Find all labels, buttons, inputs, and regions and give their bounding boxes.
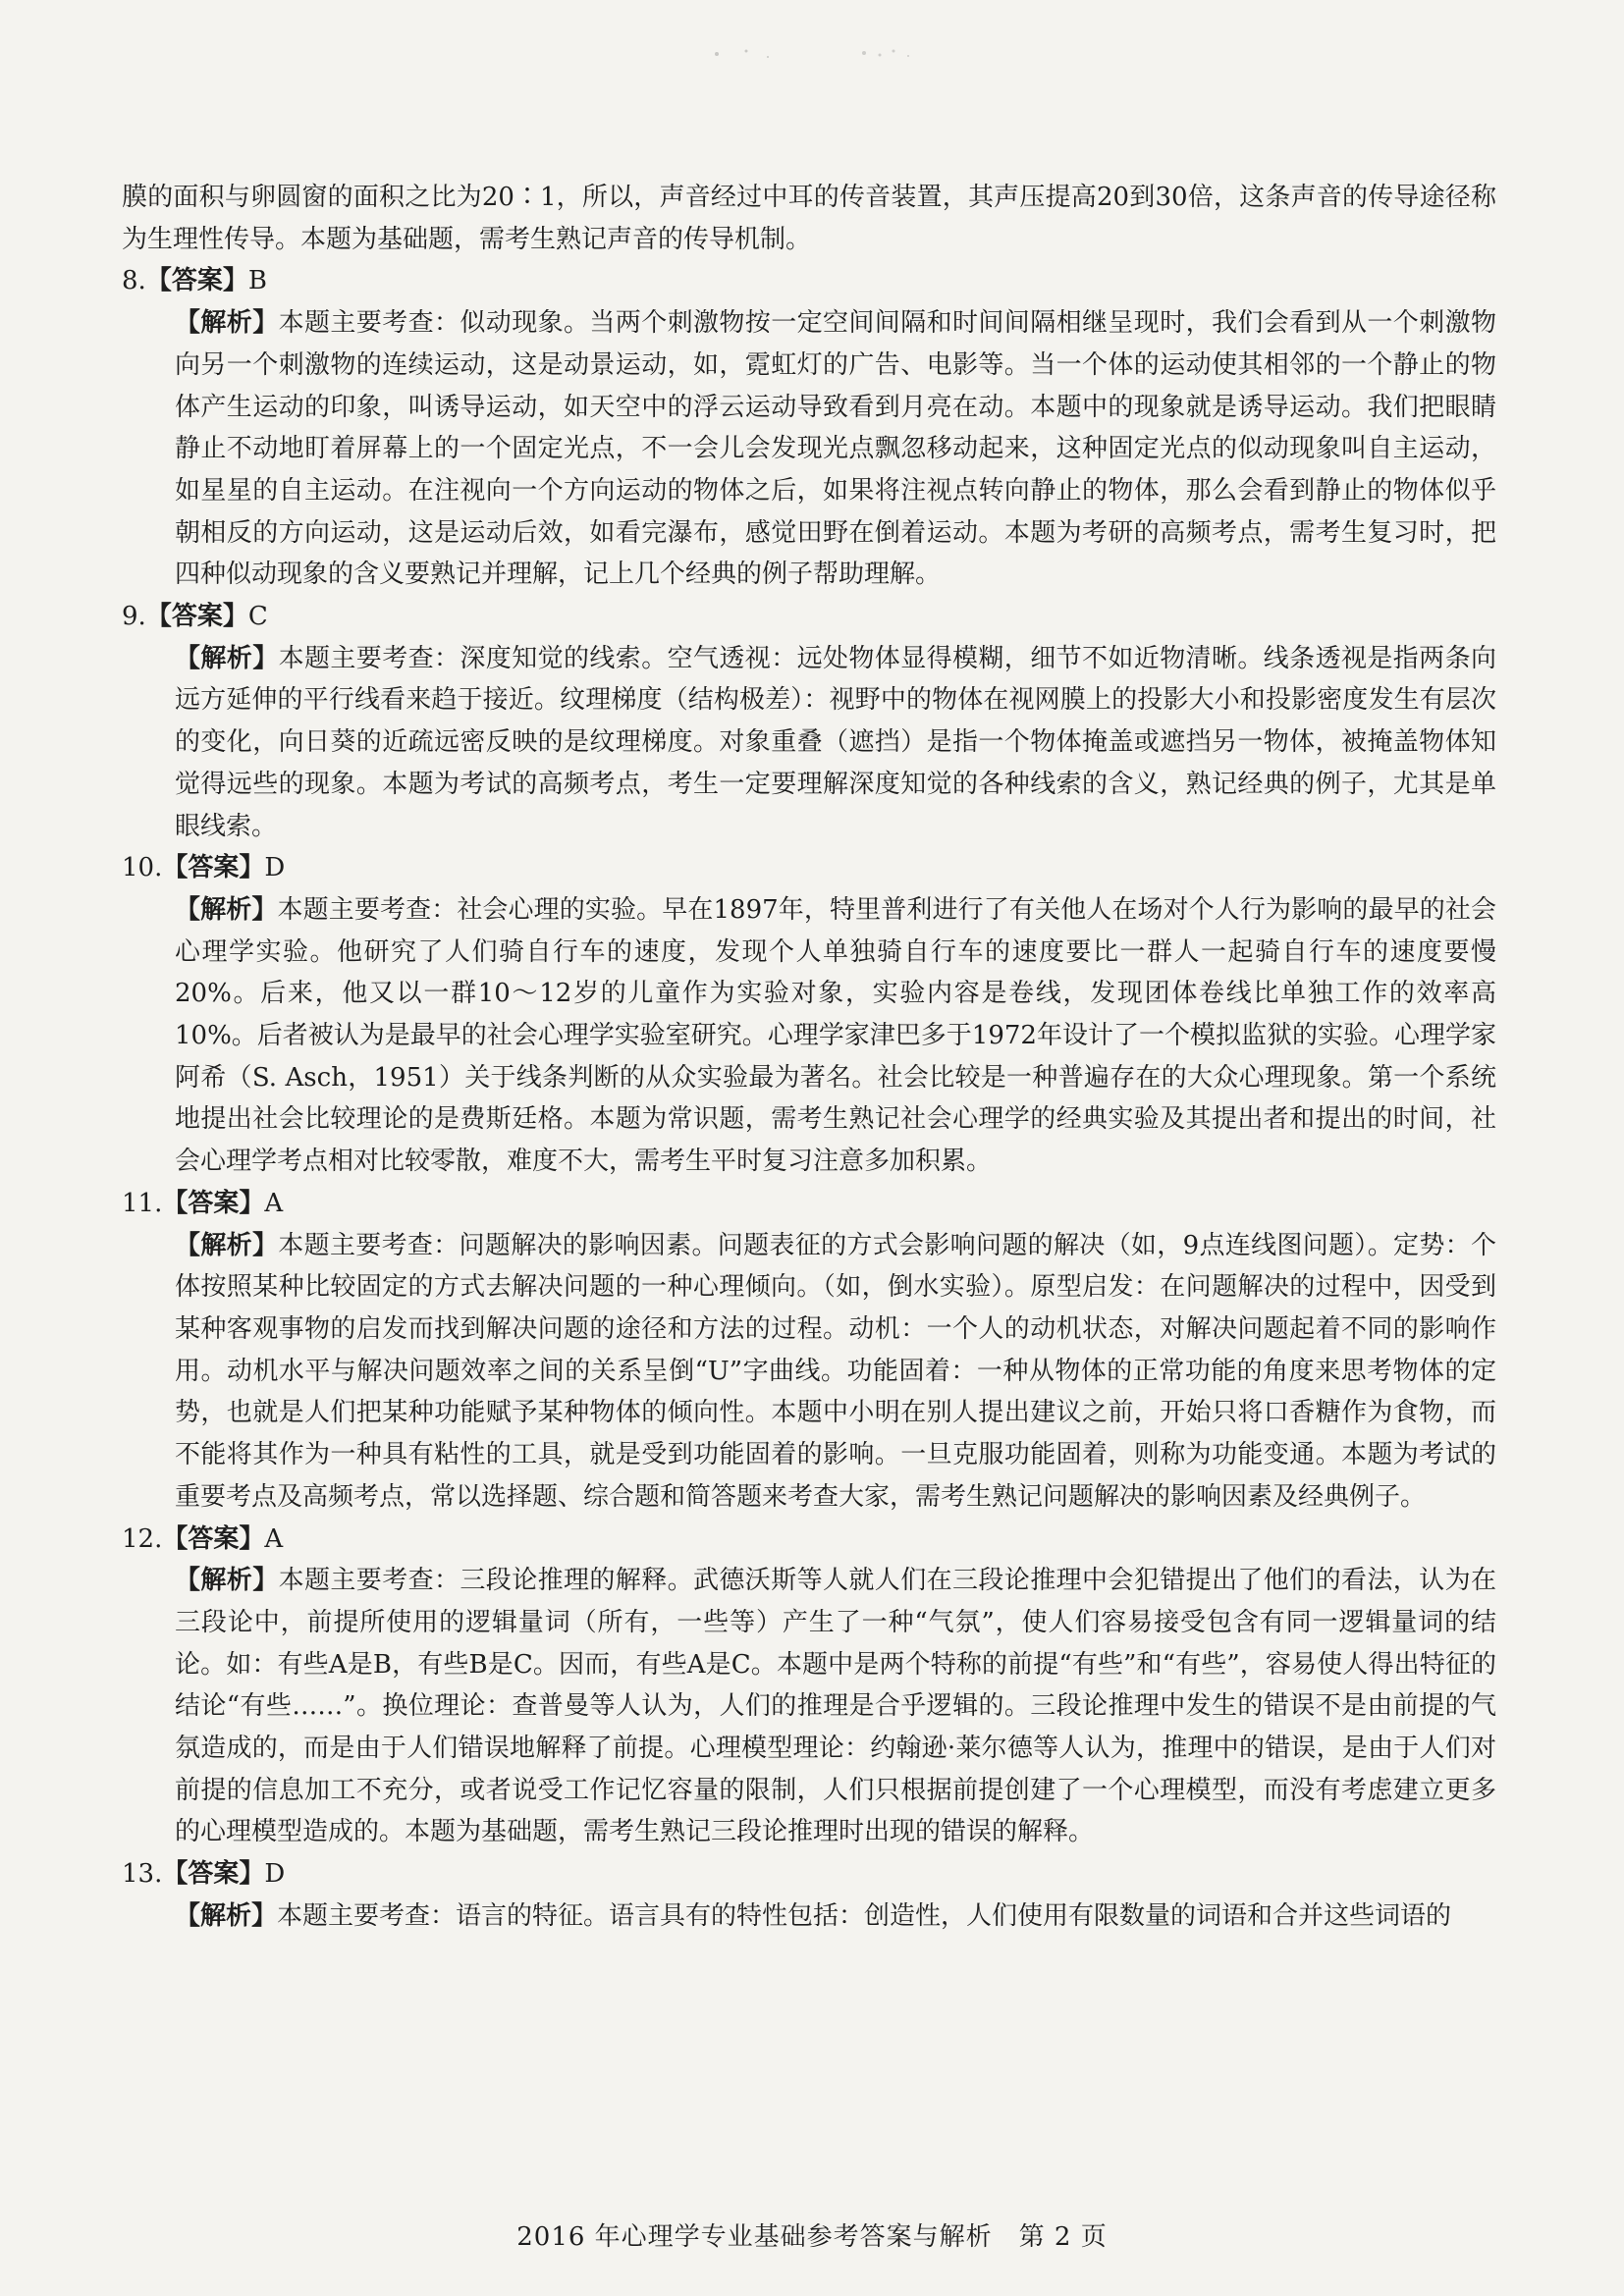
analysis-paragraph — [122, 1560, 1496, 1853]
answer-item-10 — [122, 847, 1496, 1183]
analysis-label: 【解析】 — [175, 308, 279, 339]
answer-item-13 — [122, 1853, 1496, 1937]
answer-label: 【答案】 — [145, 602, 248, 632]
analysis-text: 本题主要考查：深度知觉的线索。空气透视：远处物体显得模糊，细节不如近物清晰。线条透视是指两条向远方延伸的平行线看来趋于接近。纹理梯度（结构极差）：视野中的物体在视网膜上的投影大小和投影密度发生有层次的变化，向日葵的近疏远密反映的是纹理梯度。对象重叠（遮挡）是指一个物体掩盖或遮挡另一物体，被掩盖物体知觉得远些的现象。本题为考试的高频考点，考生一定要理解深度知觉的各种线索的含义，熟记经典的例子，尤其是单眼线索。 — [175, 643, 1496, 841]
continuation-paragraph: 膜的面积与卵圆窗的面积之比为20∶1，所以，声音经过中耳的传音装置，其声压提高20到30倍，这条声音的传导途径称为生理性传导。本题为基础题，需考生熟记声音的传导机制。 — [122, 183, 1496, 254]
analysis-text: 本题主要考查：社会心理的实验。早在1897年，特里普利进行了有关他人在场对个人行为影响的最早的社会心理学实验。他研究了人们骑自行车的速度，发现个人单独骑自行车的速度要比一群人一起骑自行车的速度要慢20%。后来，他又以一群10～12岁的儿童作为实验对象，实验内容是卷线，发现团体卷线比单独工作的效率高10%。后者被认为是最早的社会心理学实验室研究。心理学家津巴多于1972年设计了一个模拟监狱的实验。心理学家阿希（S. Asch，1951）关于线条判断的从众实验最为著名。社会比较是一种普遍存在的大众心理现象。第一个系统地提出社会比较理论的是费斯廷格。本题为常识题，需考生熟记社会心理学的经典实验及其提出者和提出的时间，社会心理学考点相对比较零散，难度不大，需考生平时复习注意多加积累。 — [175, 894, 1496, 1177]
answer-item-12 — [122, 1519, 1496, 1854]
item-number: 10. — [122, 853, 163, 883]
item-number: 11. — [122, 1188, 163, 1218]
analysis-label: 【解析】 — [175, 1566, 279, 1596]
answer-label: 【答案】 — [162, 1188, 265, 1218]
item-number: 9. — [122, 602, 146, 632]
answer-value: B — [247, 266, 267, 296]
answer-label: 【答案】 — [145, 266, 248, 296]
answer-value: D — [264, 1859, 286, 1890]
analysis-paragraph — [122, 1896, 1496, 1938]
analysis-label: 【解析】 — [175, 1230, 279, 1260]
analysis-label: 【解析】 — [175, 894, 278, 925]
answer-line — [122, 1519, 1496, 1561]
page-footer: 2016 年心理学专业基础参考答案与解析 第 2 页 — [516, 2222, 1108, 2252]
answer-value: A — [264, 1523, 284, 1554]
answer-line — [122, 596, 1496, 638]
item-number: 12. — [122, 1523, 163, 1554]
answer-item-8 — [122, 260, 1496, 596]
answer-line — [122, 1853, 1496, 1896]
analysis-text: 本题主要考查：似动现象。当两个刺激物按一定空间间隔和时间间隔相继呈现时，我们会看到从一个刺激物向另一个刺激物的连续运动，这是动景运动，如，霓虹灯的广告、电影等。当一个体的运动使其相邻的一个静止的物体产生运动的印象，叫诱导运动，如天空中的浮云运动导致看到月亮在动。本题中的现象就是诱导运动。我们把眼睛静止不动地盯着屏幕上的一个固定光点，不一会儿会发现光点飘忽移动起来，这种固定光点的似动现象叫自主运动，如星星的自主运动。在注视向一个方向运动的物体之后，如果将注视点转向静止的物体，那么会看到静止的物体似乎朝相反的方向运动，这是运动后效，如看完瀑布，感觉田野在倒着运动。本题为考研的高频考点，需考生复习时，把四种似动现象的含义要熟记并理解，记上几个经典的例子帮助理解。 — [175, 308, 1496, 590]
answer-line — [122, 1183, 1496, 1225]
analysis-paragraph — [122, 302, 1496, 596]
analysis-label: 【解析】 — [175, 1900, 278, 1931]
analysis-text: 本题主要考查：问题解决的影响因素。问题表征的方式会影响问题的解决（如，9点连线图问题）。定势：个体按照某种比较固定的方式去解决问题的一种心理倾向。（如，倒水实验）。原型启发：在问题解决的过程中，因受到某种客观事物的启发而找到解决问题的途径和方法的过程。动机：一个人的动机状态，对解决问题起着不同的影响作用。动机水平与解决问题效率之间的关系呈倒“U”字曲线。功能固着：一种从物体的正常功能的角度来思考物体的定势，也就是人们把某种功能赋予某种物体的倾向性。本题中小明在别人提出建议之前，开始只将口香糖作为食物，而不能将其作为一种具有粘性的工具，就是受到功能固着的影响。一旦克服功能固着，则称为功能变通。本题为考试的重要考点及高频考点，常以选择题、综合题和简答题来考查大家，需考生熟记问题解决的影响因素及经典例子。 — [175, 1230, 1496, 1512]
answer-label: 【答案】 — [162, 1859, 265, 1890]
analysis-paragraph — [122, 1225, 1496, 1519]
answer-line — [122, 260, 1496, 302]
answer-value: A — [264, 1188, 284, 1218]
answer-value: C — [247, 602, 268, 632]
item-number: 8. — [122, 266, 146, 296]
answer-content — [122, 177, 1496, 1938]
analysis-paragraph — [122, 638, 1496, 848]
analysis-text: 本题主要考查：三段论推理的解释。武德沃斯等人就人们在三段论推理中会犯错提出了他们的看法，认为在三段论中，前提所使用的逻辑量词（所有，一些等）产生了一种“气氛”，使人们容易接受包含有同一逻辑量词的结论。如：有些A是B，有些B是C。因而，有些A是C。本题中是两个特称的前提“有些”和“有些”，容易使人得出特征的结论“有些……”。换位理论：查普曼等人认为，人们的推理是合乎逻辑的。三段论推理中发生的错误不是由前提的气氛造成的，而是由于人们错误地解释了前提。心理模型理论：约翰逊·莱尔德等人认为，推理中的错误，是由于人们对前提的信息加工不充分，或者说受工作记忆容量的限制，人们只根据前提创建了一个心理模型，而没有考虑建立更多的心理模型造成的。本题为基础题，需考生熟记三段论推理时出现的错误的解释。 — [175, 1566, 1496, 1847]
analysis-paragraph — [122, 889, 1496, 1183]
analysis-text: 本题主要考查：语言的特征。语言具有的特性包括：创造性，人们使用有限数量的词语和合并这些词语的 — [277, 1900, 1452, 1931]
answer-item-11 — [122, 1183, 1496, 1519]
analysis-label: 【解析】 — [175, 643, 279, 673]
answer-value: D — [264, 853, 286, 883]
scan-specks — [707, 39, 962, 69]
answer-line — [122, 847, 1496, 889]
item-number: 13. — [122, 1859, 163, 1890]
answer-label: 【答案】 — [162, 853, 265, 883]
answer-item-9 — [122, 596, 1496, 847]
answer-label: 【答案】 — [162, 1523, 265, 1554]
